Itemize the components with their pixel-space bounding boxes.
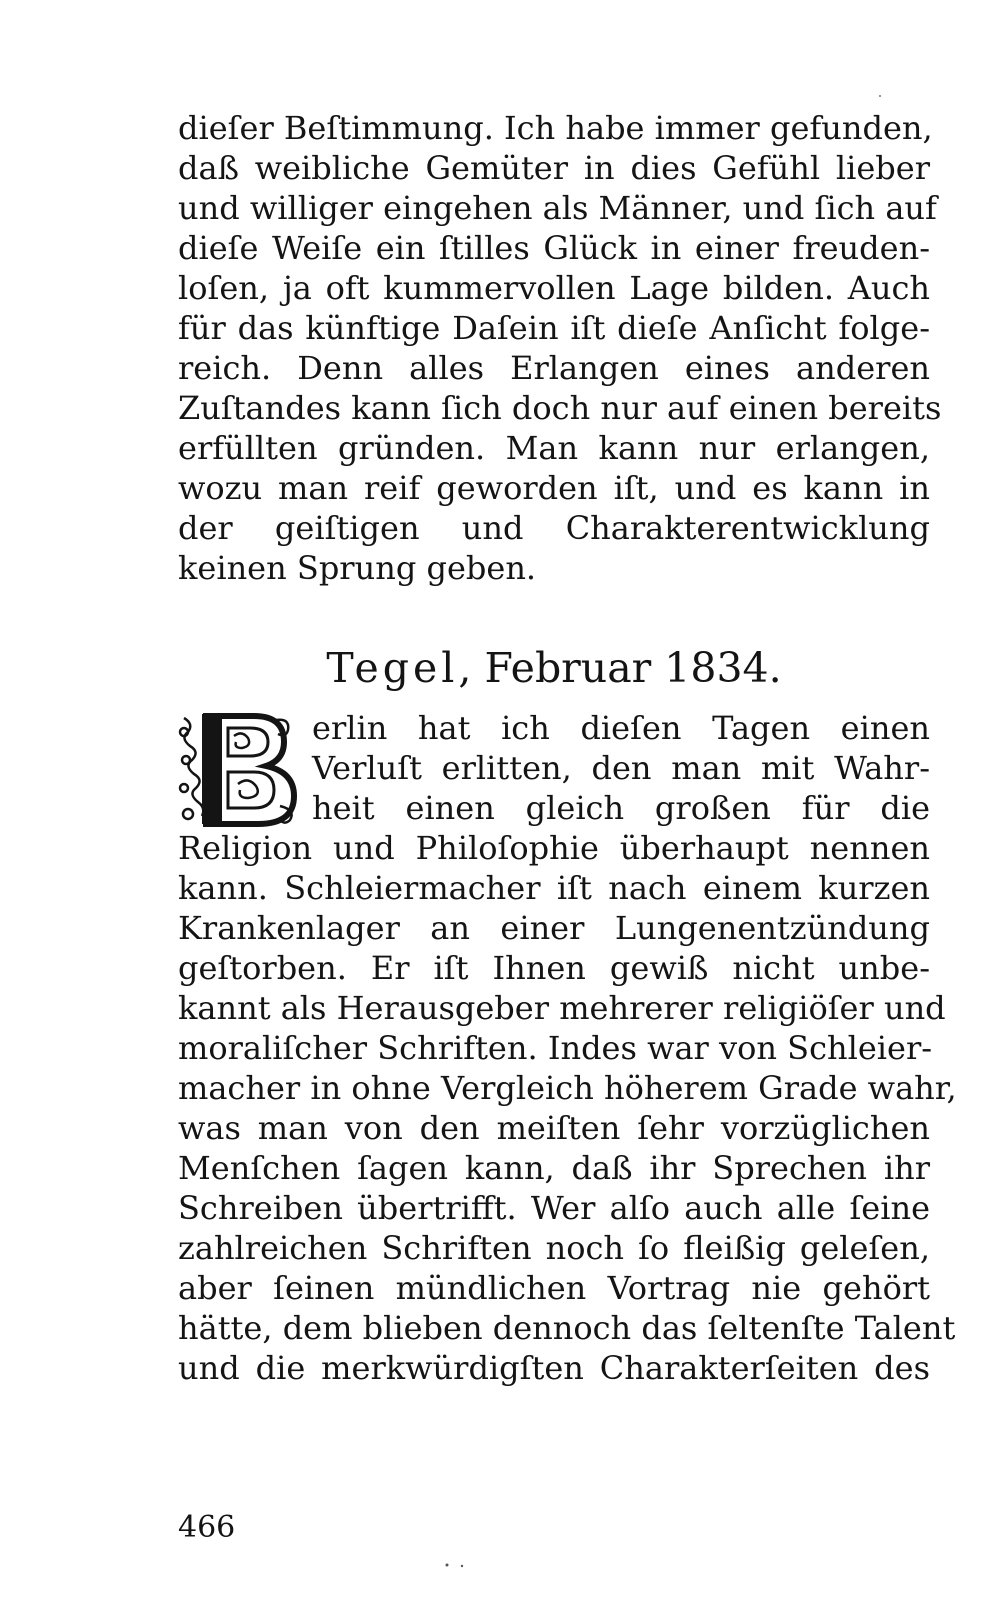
text-line: keinen Sprung geben.: [178, 549, 537, 587]
text-line: reich. Denn alles Erlangen eines anderen: [178, 349, 930, 387]
text-line: daß weibliche Gemüter in dies Gefühl lieber: [178, 149, 930, 187]
text-line: Schreiben übertrifft. Wer alſo auch alle ſeine: [178, 1189, 930, 1227]
text-line: was man von den meiſten ſehr vorzüglichen: [178, 1109, 930, 1147]
text-line: erfüllten gründen. Man kann nur erlangen,: [178, 429, 930, 467]
text-line: Zuſtandes kann ſich doch nur auf einen bereits: [178, 389, 942, 427]
text-line: für das künftige Daſein iſt dieſe Anſicht folge-: [178, 309, 930, 347]
text-line: loſen, ja oft kummervollen Lage bilden. Auch: [178, 269, 930, 307]
heading-date: , Februar 1834.: [458, 644, 782, 692]
text-line: dieſer Beſtimmung. Ich habe immer gefunden,: [178, 109, 933, 147]
text-line: dieſe Weiſe ein ſtilles Glück in einer freuden-: [178, 229, 930, 267]
text-line: macher in ohne Vergleich höherem Grade wahr,: [178, 1069, 957, 1107]
ornamental-initial-graphic: [176, 710, 306, 830]
paragraph-letter-body: [178, 708, 957, 1388]
text-line: Verluſt erlitten, den man mit Wahr-: [312, 749, 930, 787]
text-line: Religion und Philoſophie überhaupt nennen: [178, 829, 930, 867]
text-line: und williger eingehen als Männer, und ſich auf: [178, 189, 937, 227]
text-line: und die merkwürdigſten Charakterſeiten des: [178, 1349, 930, 1387]
text-line: zahlreichen Schriften noch ſo fleißig geleſen,: [178, 1229, 930, 1267]
ornamental-initial: [176, 710, 306, 830]
heading-place: Tegel: [326, 644, 459, 692]
text-line: hätte, dem blieben dennoch das ſeltenſte Talent: [178, 1309, 956, 1347]
text-line: kann. Schleiermacher iſt nach einem kurzen: [178, 869, 930, 907]
text-line: aber ſeinen mündlichen Vortrag nie gehört: [178, 1269, 930, 1307]
text-line: heit einen gleich großen für die: [312, 789, 930, 827]
text-line: moraliſcher Schriften. Indes war von Schleier-: [178, 1029, 933, 1067]
text-line: wozu man reif geworden iſt, und es kann in: [178, 469, 930, 507]
text-line: kannt als Herausgeber mehrerer religiöſer und: [178, 989, 946, 1027]
text-line: geſtorben. Er iſt Ihnen gewiß nicht unbe-: [178, 949, 930, 987]
letter-heading: [178, 640, 930, 696]
page-number: 466: [178, 1510, 236, 1545]
text-line: der geiſtigen und Charakterentwicklung: [178, 509, 930, 547]
text-line: Menſchen ſagen kann, daß ihr Sprechen ihr: [178, 1149, 930, 1187]
paragraph-letter-ending: [178, 108, 942, 588]
text-line: erlin hat ich dieſen Tagen einen: [312, 709, 930, 747]
text-line: Krankenlager an einer Lungenentzündung: [178, 909, 930, 947]
